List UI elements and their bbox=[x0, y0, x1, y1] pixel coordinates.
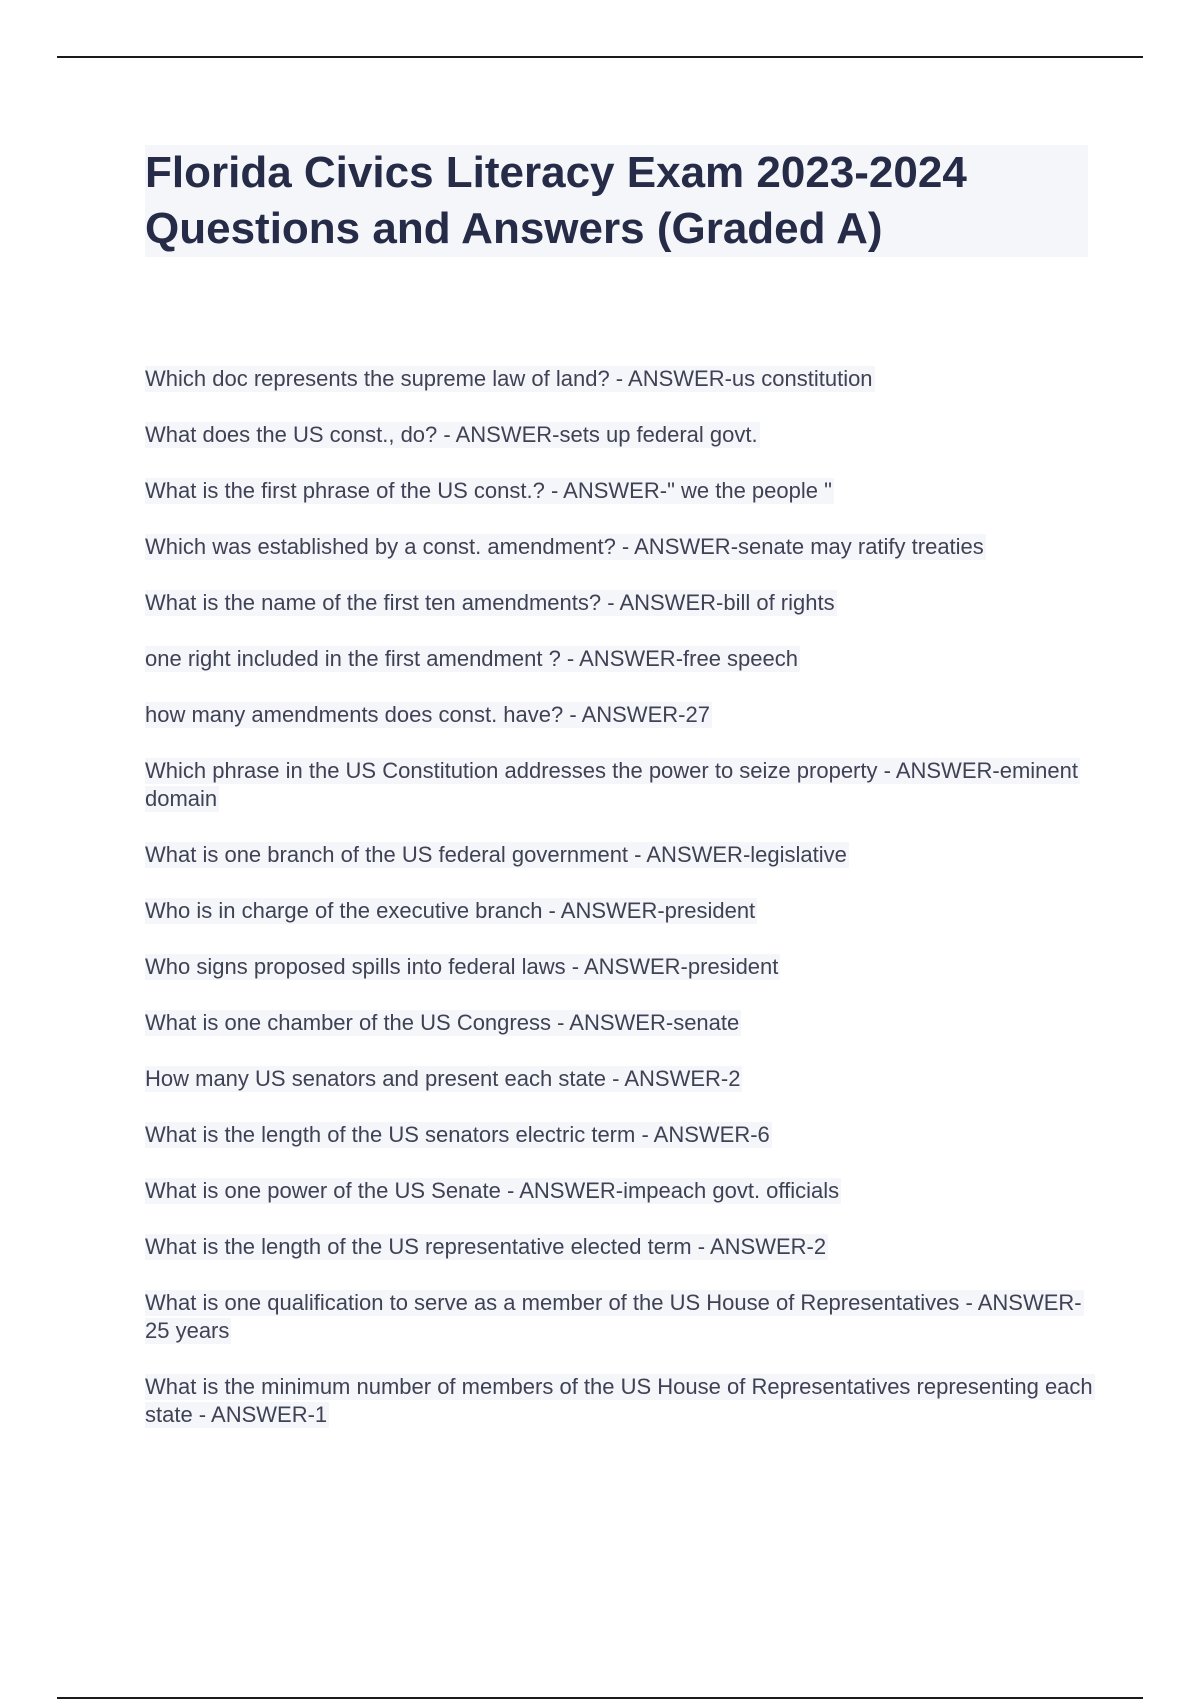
qa-text: What is the name of the first ten amendments? - ANSWER-bill of rights bbox=[145, 590, 835, 615]
qa-item bbox=[145, 1009, 1095, 1037]
qa-item bbox=[145, 589, 1095, 617]
qa-item bbox=[145, 1373, 1095, 1429]
qa-text: Which phrase in the US Constitution addresses the power to seize property - ANSWER-eminent domain bbox=[145, 758, 1078, 811]
qa-text: how many amendments does const. have? - ANSWER-27 bbox=[145, 702, 710, 727]
qa-text: What is one power of the US Senate - ANSWER-impeach govt. officials bbox=[145, 1178, 840, 1203]
page-title-line-2: Questions and Answers (Graded A) bbox=[145, 201, 1088, 257]
qa-text: What is one branch of the US federal government - ANSWER-legislative bbox=[145, 842, 847, 867]
qa-item bbox=[145, 757, 1095, 813]
qa-text: What is the minimum number of members of the US House of Representatives representing each state - ANSWER-1 bbox=[145, 1374, 1093, 1427]
bottom-rule bbox=[57, 1697, 1143, 1699]
qa-text: Which doc represents the supreme law of land? - ANSWER-us constitution bbox=[145, 366, 873, 391]
qa-item bbox=[145, 477, 1095, 505]
qa-item bbox=[145, 533, 1095, 561]
qa-item bbox=[145, 841, 1095, 869]
qa-text: What is the length of the US representative elected term - ANSWER-2 bbox=[145, 1234, 827, 1259]
qa-text: What is one chamber of the US Congress - ANSWER-senate bbox=[145, 1010, 740, 1035]
qa-item bbox=[145, 365, 1095, 393]
qa-text: How many US senators and present each state - ANSWER-2 bbox=[145, 1066, 741, 1091]
qa-list bbox=[145, 365, 1095, 1457]
page-title-line-1: Florida Civics Literacy Exam 2023-2024 bbox=[145, 145, 1088, 201]
page-title bbox=[145, 145, 1088, 257]
qa-item bbox=[145, 1233, 1095, 1261]
qa-text: What is the length of the US senators electric term - ANSWER-6 bbox=[145, 1122, 770, 1147]
qa-item bbox=[145, 1177, 1095, 1205]
qa-text: What is one qualification to serve as a member of the US House of Representatives - ANSWER-25 years bbox=[145, 1290, 1082, 1343]
qa-item bbox=[145, 897, 1095, 925]
qa-item bbox=[145, 1121, 1095, 1149]
qa-text: What does the US const., do? - ANSWER-sets up federal govt. bbox=[145, 422, 758, 447]
qa-text: Who signs proposed spills into federal laws - ANSWER-president bbox=[145, 954, 779, 979]
qa-item bbox=[145, 953, 1095, 981]
qa-text: Who is in charge of the executive branch - ANSWER-president bbox=[145, 898, 756, 923]
qa-item bbox=[145, 701, 1095, 729]
qa-text: Which was established by a const. amendment? - ANSWER-senate may ratify treaties bbox=[145, 534, 984, 559]
qa-text: What is the first phrase of the US const.? - ANSWER-" we the people " bbox=[145, 478, 832, 503]
qa-item bbox=[145, 645, 1095, 673]
qa-item bbox=[145, 1065, 1095, 1093]
qa-text: one right included in the first amendment ? - ANSWER-free speech bbox=[145, 646, 798, 671]
qa-item bbox=[145, 1289, 1095, 1345]
top-rule bbox=[57, 56, 1143, 58]
qa-item bbox=[145, 421, 1095, 449]
